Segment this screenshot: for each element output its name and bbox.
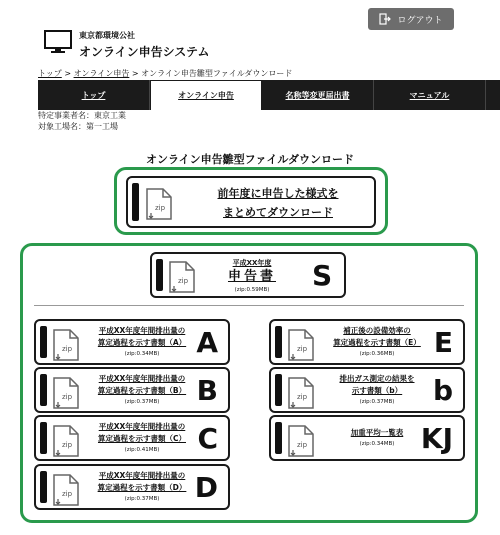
file-title-line1: 平成XX年度年間排出量の <box>98 471 186 480</box>
bulk-line2: まとめてダウンロード <box>223 206 333 219</box>
logout-icon <box>379 13 391 25</box>
zip-file-icon <box>288 329 314 361</box>
file-size: (zip:0.34MB) <box>124 351 160 357</box>
section-divider <box>34 305 464 306</box>
bulk-download-text <box>188 184 368 222</box>
file-button-text <box>319 325 435 357</box>
button-bar <box>40 422 47 454</box>
main-title: 申告書 <box>227 269 276 284</box>
tab-name-change[interactable]: 名称等変更届出書 <box>262 80 374 110</box>
file-size: (zip:0.41MB) <box>124 447 160 453</box>
file-button-text <box>84 421 200 453</box>
tab-online-filing[interactable]: オンライン申告 <box>150 80 262 110</box>
operator-name: 特定事業者名：東京工業 <box>38 111 126 120</box>
svg-text:zip: zip <box>297 345 308 353</box>
zip-file-icon <box>53 377 79 409</box>
file-title-line2: 示す書類（b） <box>351 386 403 395</box>
file-title-line1: 平成XX年度年間排出量の <box>98 422 186 431</box>
page-title: オンライン申告雛型ファイルダウンロード <box>145 153 354 166</box>
zip-file-icon <box>53 474 79 506</box>
button-bar <box>275 326 282 358</box>
file-size: (zip:0.37MB) <box>359 399 395 405</box>
breadcrumb-separator: > <box>64 69 72 78</box>
breadcrumb <box>38 68 292 79</box>
monitor-icon <box>44 30 72 54</box>
zip-file-icon <box>146 188 172 220</box>
form-letter: A <box>196 326 218 359</box>
file-button-text <box>319 373 435 405</box>
file-button-text <box>84 325 200 357</box>
svg-text:zip: zip <box>297 441 308 449</box>
button-bar <box>275 374 282 406</box>
file-button-text <box>84 373 200 405</box>
tab-manual[interactable]: マニュアル <box>374 80 486 110</box>
download-button-d[interactable] <box>34 464 230 510</box>
form-letter: b <box>432 374 453 407</box>
facility-name: 対象工場名：第一工場 <box>38 122 118 131</box>
svg-text:zip: zip <box>297 393 308 401</box>
svg-text:zip: zip <box>155 204 166 212</box>
bulk-line1: 前年度に申告した様式を <box>217 187 339 200</box>
file-size: (zip:0.37MB) <box>124 399 160 405</box>
breadcrumb-separator: > <box>131 69 139 78</box>
file-title-line1: 平成XX年度年間排出量の <box>98 326 186 335</box>
form-letter: C <box>197 422 218 455</box>
download-button-kj[interactable] <box>269 415 465 461</box>
form-letter: S <box>312 259 333 292</box>
bulk-download-button[interactable] <box>126 176 376 228</box>
file-button-text <box>84 470 200 502</box>
file-title-line2: 算定過程を示す書類（B） <box>97 386 187 395</box>
download-button-c[interactable] <box>34 415 230 461</box>
file-size: (zip:0.34MB) <box>359 441 395 447</box>
file-title-line1: 加重平均一覧表 <box>350 428 404 437</box>
button-bar <box>40 471 47 503</box>
logout-button[interactable] <box>368 8 454 30</box>
download-button-e[interactable] <box>269 319 465 365</box>
system-name: オンライン申告システム <box>79 45 210 59</box>
svg-text:zip: zip <box>178 277 189 285</box>
zip-file-icon <box>53 425 79 457</box>
zip-file-icon <box>53 329 79 361</box>
file-title-line1: 平成XX年度年間排出量の <box>98 374 186 383</box>
svg-text:zip: zip <box>62 393 73 401</box>
file-title-line2: 算定過程を示す書類（E） <box>333 338 421 347</box>
button-bar <box>156 259 163 291</box>
file-title-line2: 算定過程を示す書類（D） <box>97 483 187 492</box>
svg-text:zip: zip <box>62 490 73 498</box>
site-logo <box>44 30 209 60</box>
svg-text:zip: zip <box>62 345 73 353</box>
button-bar <box>275 422 282 454</box>
download-button-b[interactable] <box>269 367 465 413</box>
form-letter: D <box>194 471 218 504</box>
file-button-text <box>319 427 435 447</box>
download-button-a[interactable] <box>34 319 230 365</box>
logout-label: ログアウト <box>397 15 443 26</box>
zip-file-icon <box>288 425 314 457</box>
main-button-text <box>212 258 292 293</box>
main-nav <box>38 80 500 110</box>
download-button-b[interactable] <box>34 367 230 413</box>
tab-top[interactable]: トップ <box>38 80 150 110</box>
file-title-line2: 算定過程を示す書類（C） <box>97 434 186 443</box>
button-bar <box>132 183 139 221</box>
file-size: (zip:0.37MB) <box>124 496 160 502</box>
main-size: (zip:0.59MB) <box>234 287 270 293</box>
org-name: 東京都環境公社 <box>79 31 135 40</box>
svg-text:zip: zip <box>62 441 73 449</box>
main-year: 平成XX年度 <box>232 259 272 267</box>
button-bar <box>40 326 47 358</box>
file-title-line1: 補正後の設備効率の <box>343 326 411 335</box>
file-title-line1: 排出ガス測定の結果を <box>339 374 415 383</box>
download-button-s[interactable] <box>150 252 346 298</box>
form-letter: KJ <box>420 422 453 455</box>
button-bar <box>40 374 47 406</box>
breadcrumb-online[interactable]: オンライン申告 <box>73 69 130 78</box>
file-title-line2: 算定過程を示す書類（A） <box>97 338 187 347</box>
form-letter: E <box>433 326 453 359</box>
zip-file-icon <box>288 377 314 409</box>
zip-file-icon <box>169 261 195 293</box>
breadcrumb-top[interactable]: トップ <box>38 69 62 78</box>
form-letter: B <box>196 374 218 407</box>
breadcrumb-current: オンライン申告雛型ファイルダウンロード <box>141 69 293 78</box>
file-size: (zip:0.36MB) <box>359 351 395 357</box>
